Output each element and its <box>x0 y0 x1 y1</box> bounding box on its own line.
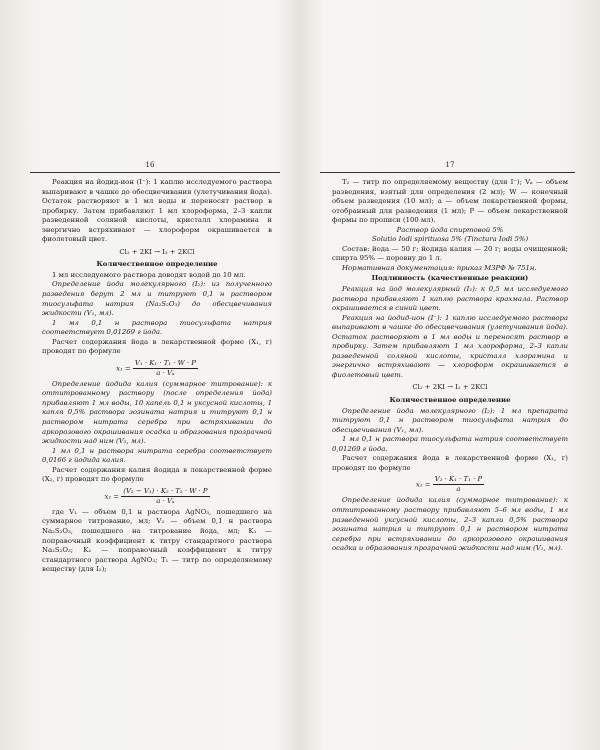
formula-numerator: V₁ · K₁ · T₁ · W · P <box>134 358 196 367</box>
paragraph: Реакция на йодид-ион (I⁻): 1 каплю исследуемого раствора выпаривают в чашке до обесцвечивания (улетучивания йода). Остаток растворяют в 1 мл воды и переносят раствор в пробирку. Затем прибавляют 1 мл хлороформа, 2–3 капли разведенной соляной кислоты, кристалл хлорамина и энергично встряхивают — хлороформ окрашивается в фиолетовый цвет. <box>42 178 272 244</box>
paragraph: 1 мл 0,1 н раствора нитрата серебра соответствует 0,0166 г йодида калия. <box>42 446 272 465</box>
page-number: 16 <box>145 161 155 169</box>
paragraph: Реакция на йод молекулярный (I₂): к 0,5 мл исследуемого раствора прибавляют 1 каплю раствора крахмала. Раствор окрашивается в синий цвет. <box>332 285 568 313</box>
paragraph: Нормативная документация: приказ МЗРФ № 751н. <box>342 263 537 272</box>
reaction-equation: Cl₂ + 2KI → I₂ + 2KCl <box>119 247 195 256</box>
formula-lhs: x₁ = <box>415 480 431 489</box>
section-heading: Количественное определение <box>389 396 511 405</box>
formula-fraction <box>133 359 198 378</box>
formula-lhs: x₁ = <box>116 364 131 373</box>
paragraph: Реакция на йодид-ион (I⁻): 1 каплю исследуемого раствора выпаривают в чашке до обесцвечивания (улетучивания йода). Остаток растворяют в 1 мл воды и переносят раствор в пробирку. Затем прибавляют 1 мл хлороформа, 2–3 капли разведенной соляной кислоты, кристалл хлорамина и энергично встряхивают — хлороформ окрашивается в фиолетовый цвет. <box>332 313 568 379</box>
preparation-title: Раствор йода спиртовой 5% <box>396 225 504 234</box>
formula-lhs: x₂ = <box>104 492 120 501</box>
formula-fraction <box>121 487 209 506</box>
header-rule <box>30 172 280 173</box>
formula-x2 <box>42 487 272 506</box>
section-heading: Подлинность (качественные реакции) <box>371 274 529 283</box>
paragraph: где V₁ — объем 0,1 н раствора AgNO₃, пошедшего на суммарное титрование, мл; V₂ — объем 0,1 н раствора Na₂S₂O₃, пошедшего на титрование йода, мл; K₁ — поправочный коэффициент к титру стандартного раствора Na₂S₂O₃; K₂ — поправочный коэффициент к титру стандартного раствора AgNO₃; T₁ — титр по определяемому веществу (для I₂); <box>42 507 272 574</box>
right-page <box>300 0 600 750</box>
header-rule <box>320 172 575 173</box>
section-heading: Количественное определение <box>96 260 218 269</box>
left-page-text <box>42 178 272 575</box>
paragraph: Состав: йода — 50 г; йодида калия — 20 г; воды очищенной; спирта 95% — поровну до 1 л. <box>332 244 568 263</box>
page-number: 17 <box>445 161 455 169</box>
formula-denominator: a · Vₐ <box>156 368 175 377</box>
paragraph: Определение йодида калия (суммарное титрование): к оттитрованному раствору (после определения йода) прибавляют 1 мл воды, 10 капель 0,1 н уксусной кислоты, 1 капля 0,5% раствора эозината натрия и титруют 0,1 н раствором нитрата серебра при встряхивании до аркорозового окрашивания осадка и образования прозрачной жидкости над ним (V₂, мл). <box>42 379 272 446</box>
formula-x1 <box>332 475 568 494</box>
formula-numerator: V₁ · K₁ · T₁ · P <box>434 475 483 484</box>
paragraph: 1 мл исследуемого раствора доводят водой до 10 мл. <box>52 270 246 279</box>
right-page-text <box>332 178 568 554</box>
formula-x1 <box>42 359 272 378</box>
formula-denominator: a <box>456 485 461 494</box>
paragraph: T₂ — титр по определяемому веществу (для I⁻); Vₐ — объем разведения, взятый для определения (2 мл); W — конечный объем разведения (10 мл); a — объем лекарственной формы, отобранный для разведения (1 мл); P — объем лекарственной формы по прописи (100 мл). <box>332 178 568 225</box>
preparation-latin-title: Solutio Iodi spirituosa 5% (Tinctura Iodi 5%) <box>371 235 529 244</box>
formula-fraction <box>433 475 484 494</box>
paragraph: Определение йода молекулярного (I₂): из полученного разведения берут 2 мл и титруют 0,1 н раствором тиосульфата натрия (Na₂S₂O₃) до обесцвечивания жидкости (V₁, мл). <box>42 280 272 318</box>
paragraph: 1 мл 0,1 н раствора тиосульфата натрия соответствует 0,01269 г йода. <box>332 435 568 453</box>
paragraph: Расчет содержания йода в лекарственной форме (X₁, г) проводят по формуле <box>42 337 272 356</box>
paragraph: 1 мл 0,1 н раствора тиосульфата натрия соответствует 0,01269 г йода. <box>42 318 272 337</box>
paragraph: Расчет содержания йода в лекарственной форме (X₁, г) проводят по формуле <box>332 454 568 472</box>
paragraph: Расчет содержания калия йодида в лекарственной форме (X₂, г) проводят по формуле <box>42 465 272 484</box>
reaction-equation: Cl₂ + 2KI → I₂ + 2KCl <box>412 383 488 392</box>
formula-denominator: a · Vₐ <box>156 496 175 505</box>
paragraph: Определение йодида калия (суммарное титрование): к оттитрованному раствору прибавляют 5–6 мл воды, 1 мл разведенной уксусной кислоты, 2–3 капли 0,5% раствора эозината натрия и титруют 0,1 н раствором нитрата серебра при встряхивании до аркорозового окрашивания осадка и образования прозрачной жидкости над ним (V₁, мл). <box>332 496 568 553</box>
formula-numerator: (V₂ − V₁) · K₂ · T₂ · W · P <box>123 486 208 495</box>
paragraph: Определение йода молекулярного (I₂): 1 мл препарата титруют 0,1 н раствором тиосульфата натрия до обесцвечивания (V₁, мл). <box>332 406 568 434</box>
